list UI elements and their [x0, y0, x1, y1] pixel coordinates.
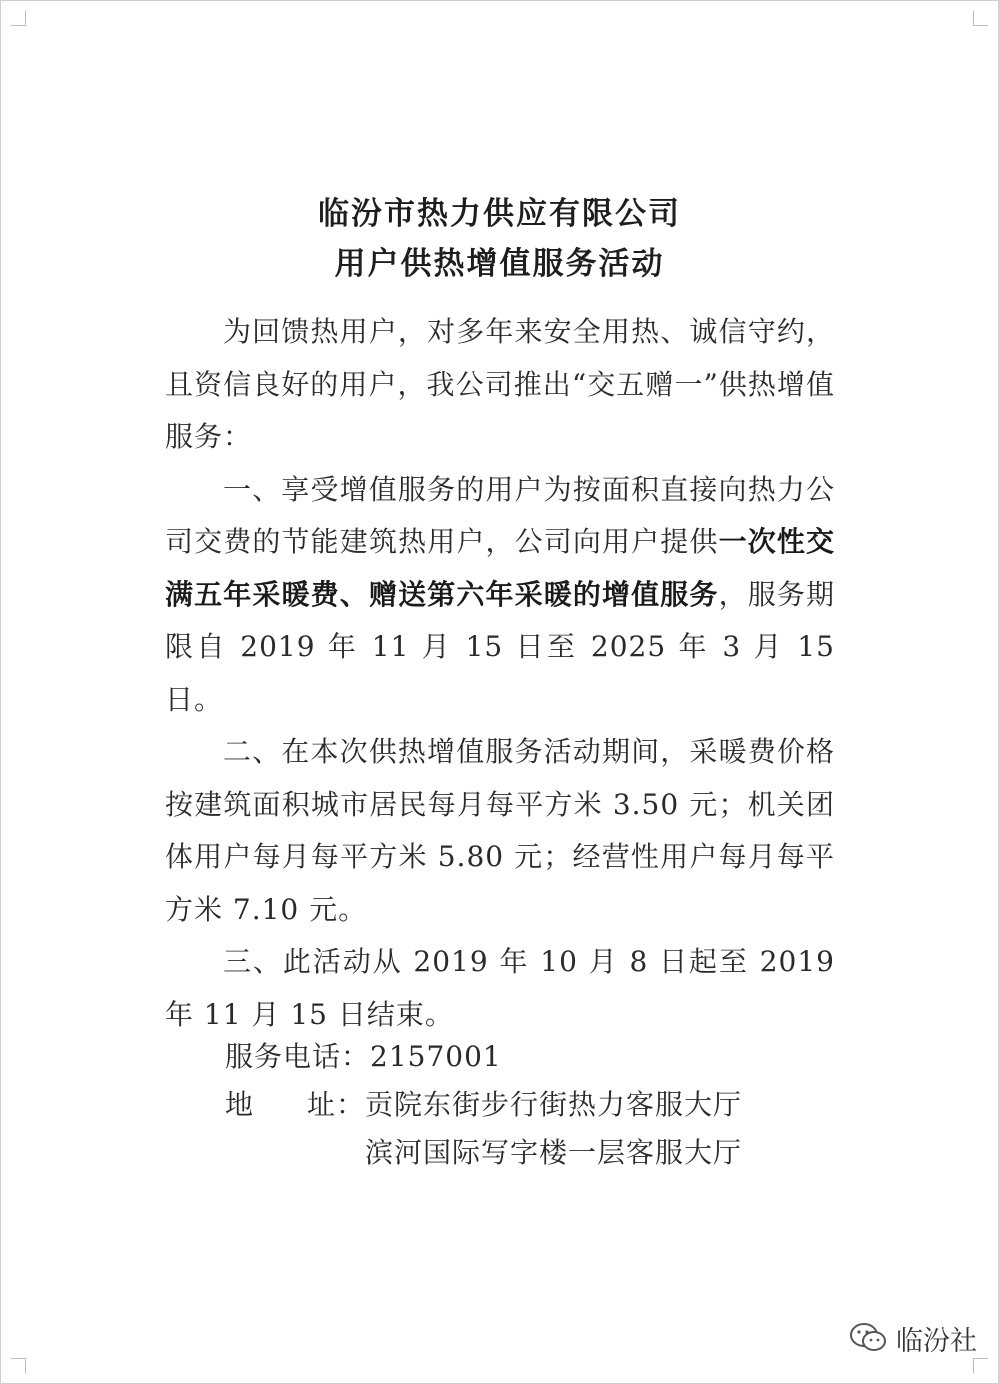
crop-mark-top-right [973, 11, 988, 26]
paragraph-item-1 [165, 464, 835, 727]
paragraph-item-2: 二、在本次供热增值服务活动期间，采暖费价格按建筑面积城市居民每月每平方米 3.50 元；机关团体用户每月每平方米 5.80 元；经营性用户每月每平方米 7.10 元。 [165, 735, 835, 926]
address-1: 贡院东街步行街热力客服大厅 [365, 1088, 743, 1121]
crop-mark-top-left [11, 11, 26, 26]
address-row-1 [225, 1081, 742, 1129]
item-1-period: ，服务期限自 2019 年 11 月 15 日至 2025 年 3 月 15 日。 [165, 577, 835, 716]
item-1-text: 一、享受增值服务的用户为按面积直接向热力公司交费的节能建筑热用户，公司向用户提供 [165, 472, 835, 558]
phone-number: 2157001 [370, 1040, 502, 1073]
address-label-char-1: 地 [225, 1088, 255, 1121]
document-title-line-1: 临汾市热力供应有限公司 [318, 196, 681, 232]
document-body [165, 306, 835, 1041]
watermark-text: 临汾社 [896, 1325, 977, 1357]
crop-mark-bottom-right [973, 1358, 988, 1373]
phone-row [225, 1033, 742, 1081]
paragraph-item-3: 三、此活动从 2019 年 10 月 8 日起至 2019 年 11 月 15 日结束。 [165, 945, 835, 1031]
address-2: 滨河国际写字楼一层客服大厅 [365, 1136, 743, 1169]
watermark [848, 1318, 977, 1358]
item-1-highlight: 一次性交满五年采暖费、赠送第六年采暖的增值服务 [165, 525, 835, 611]
address-row-2 [225, 1129, 742, 1177]
address-label-char-2: 址： [307, 1088, 366, 1121]
contact-block [225, 1033, 742, 1177]
document-title-line-2: 用户供热增值服务活动 [334, 246, 665, 282]
address-label [225, 1081, 365, 1129]
phone-label: 服务电话： [225, 1040, 371, 1073]
paragraph-intro: 为回馈热用户，对多年来安全用热、诚信守约，且资信良好的用户，我公司推出“交五赠一”供热增值服务： [165, 315, 835, 453]
wechat-icon [848, 1321, 888, 1355]
crop-mark-bottom-left [11, 1358, 26, 1373]
